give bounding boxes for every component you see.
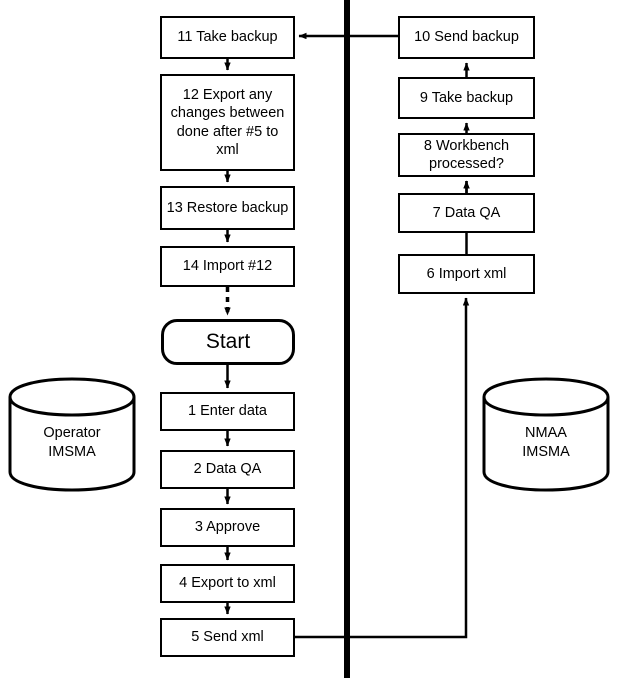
node-label: 7 Data QA [432,204,501,221]
node-13-restore-backup[interactable] [160,186,295,230]
node-2-data-qa[interactable] [160,450,295,489]
node-label: 4 Export to xml [179,575,276,592]
node-10-send-backup[interactable] [398,16,535,59]
node-label: 9 Take backup [419,89,514,106]
nmaa-database-line2: IMSMA [522,443,570,460]
node-8-workbench-processed[interactable] [398,133,535,177]
operator-database-line2: IMSMA [48,443,96,460]
node-1-enter-data[interactable] [160,392,295,431]
node-7-data-qa[interactable] [398,193,535,233]
node-12-export-changes[interactable] [160,74,295,171]
node-label: 3 Approve [194,519,261,536]
node-14-import-12[interactable] [160,246,295,287]
node-label: Start [205,329,251,353]
node-9-take-backup[interactable] [398,77,535,119]
node-label: 14 Import #12 [182,258,273,275]
node-label: 2 Data QA [193,461,262,478]
node-label: 5 Send xml [191,629,264,646]
node-label: 6 Import xml [426,265,507,282]
node-label: 12 Export any changes between done after #5 to xml [170,87,285,158]
node-label: 1 Enter data [188,403,267,420]
node-6-import-xml[interactable] [398,254,535,294]
operator-database-label [8,424,136,462]
nmaa-database-line1: NMAA [525,425,567,441]
node-4-export-to-xml[interactable] [160,564,295,603]
node-3-approve[interactable] [160,508,295,547]
node-label: 13 Restore backup [166,199,289,216]
node-11-take-backup[interactable] [160,16,295,59]
node-start[interactable] [161,319,295,365]
node-5-send-xml[interactable] [160,618,295,657]
node-label: 10 Send backup [414,29,519,46]
operator-database-line1: Operator [43,425,101,441]
node-label: 11 Take backup [177,29,278,46]
node-label: 8 Workbench processed? [423,137,510,172]
nmaa-database-label [482,424,610,462]
